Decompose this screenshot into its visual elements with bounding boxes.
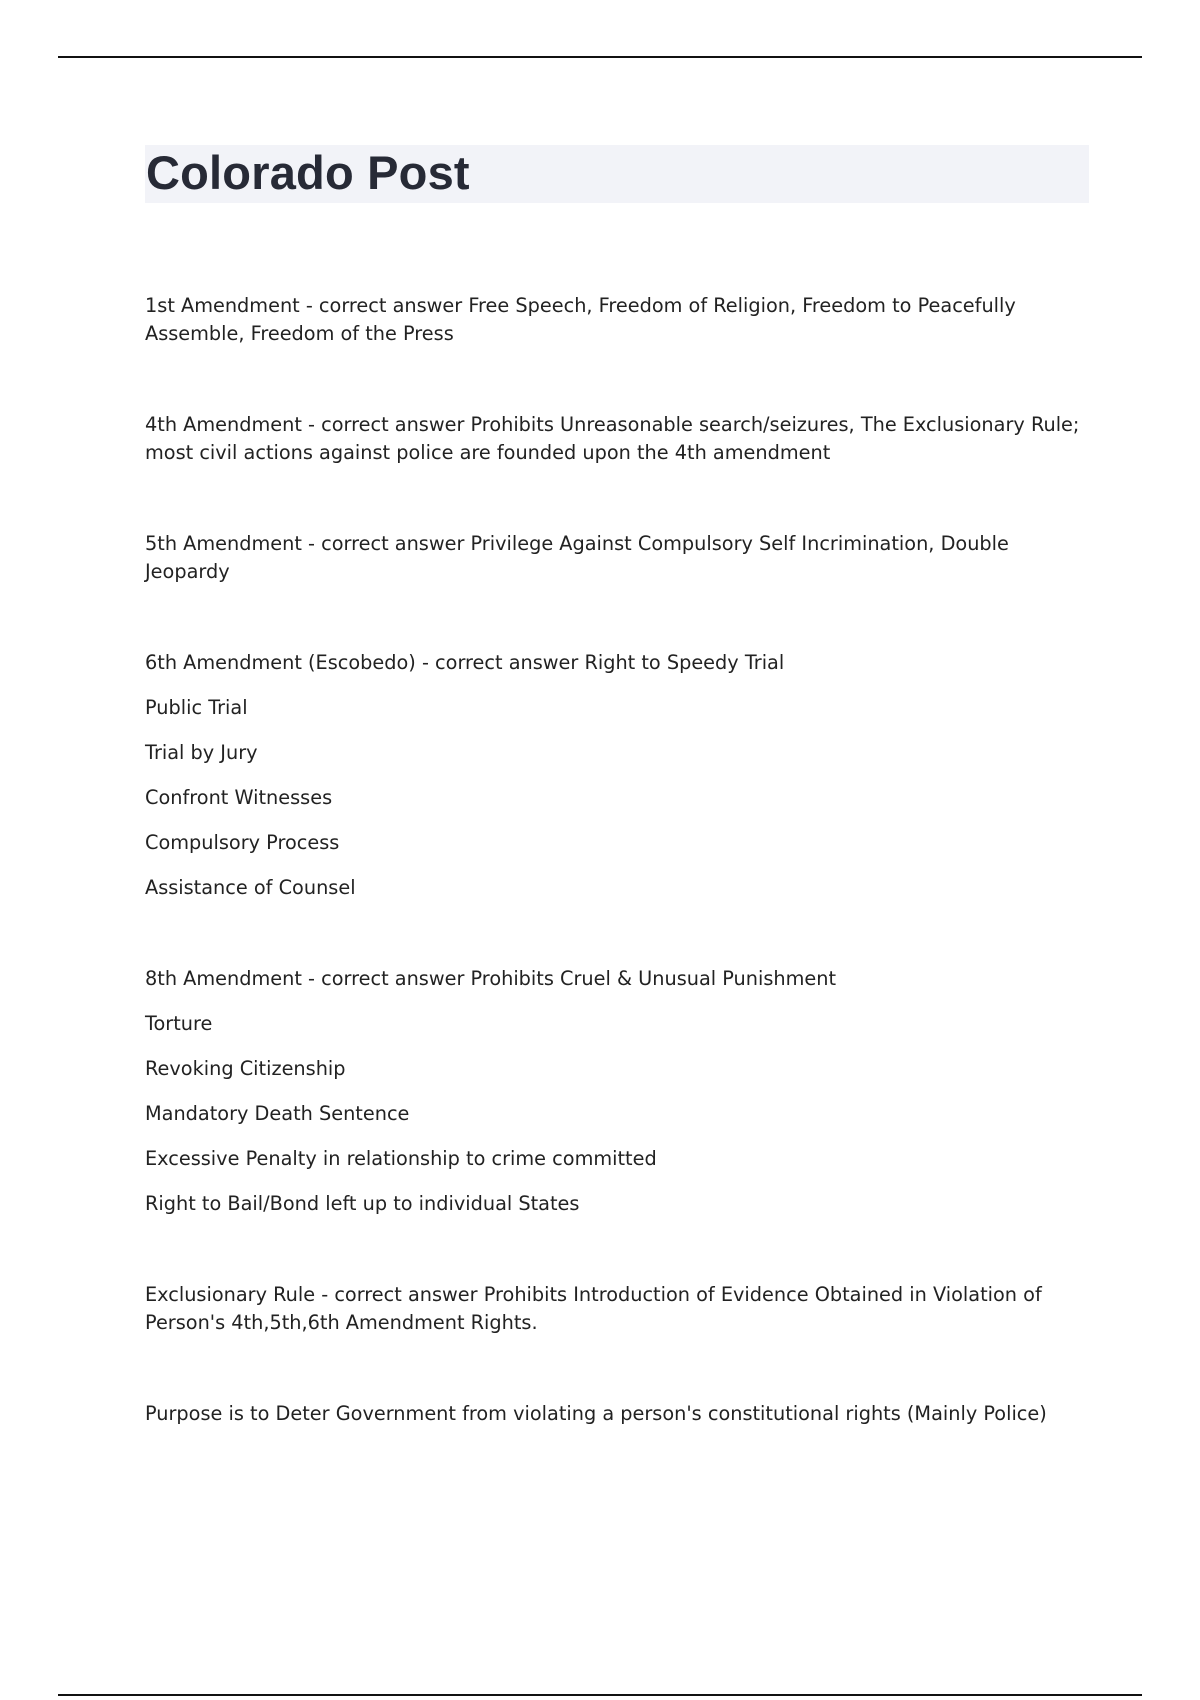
entry-5th-amendment	[145, 530, 1090, 586]
entry-text: 6th Amendment (Escobedo) - correct answer Right to Speedy Trial	[145, 651, 785, 674]
entry-line: Torture	[145, 1012, 213, 1035]
entry-text: Purpose is to Deter Government from violating a person's constitutional rights (Mainly Police)	[145, 1402, 1047, 1425]
entry-text: 1st Amendment - correct answer Free Speech, Freedom of Religion, Freedom to Peacefully Assemble, Freedom of the Press	[145, 294, 1016, 345]
entry-text: 4th Amendment - correct answer Prohibits Unreasonable search/seizures, The Exclusionary Rule; most civil actions against police are founded upon the 4th amendment	[145, 413, 1080, 464]
entry-6th-amendment	[145, 649, 1090, 902]
entry-line: Excessive Penalty in relationship to crime committed	[145, 1147, 657, 1170]
entry-line: Right to Bail/Bond left up to individual States	[145, 1192, 580, 1215]
entry-line: Confront Witnesses	[145, 786, 333, 809]
page-title: Colorado Post	[146, 146, 470, 199]
entry-line: Revoking Citizenship	[145, 1057, 346, 1080]
entry-line: Trial by Jury	[145, 741, 258, 764]
entry-line: Assistance of Counsel	[145, 876, 356, 899]
bottom-divider	[58, 1694, 1142, 1696]
entry-8th-amendment	[145, 965, 1090, 1218]
entry-exclusionary-rule	[145, 1281, 1090, 1337]
entry-line: Public Trial	[145, 696, 248, 719]
entry-1st-amendment	[145, 292, 1090, 348]
entry-line: Mandatory Death Sentence	[145, 1102, 410, 1125]
document-body	[145, 292, 1090, 1428]
top-divider	[58, 56, 1142, 58]
entry-line: Compulsory Process	[145, 831, 340, 854]
entry-purpose	[145, 1400, 1090, 1428]
entry-4th-amendment	[145, 411, 1090, 467]
entry-text: 5th Amendment - correct answer Privilege Against Compulsory Self Incrimination, Double Jeopardy	[145, 532, 1009, 583]
entry-text: 8th Amendment - correct answer Prohibits Cruel & Unusual Punishment	[145, 967, 837, 990]
entry-text: Exclusionary Rule - correct answer Prohibits Introduction of Evidence Obtained in Violation of Person's 4th,5th,6th Amendment Rights.	[145, 1283, 1042, 1334]
